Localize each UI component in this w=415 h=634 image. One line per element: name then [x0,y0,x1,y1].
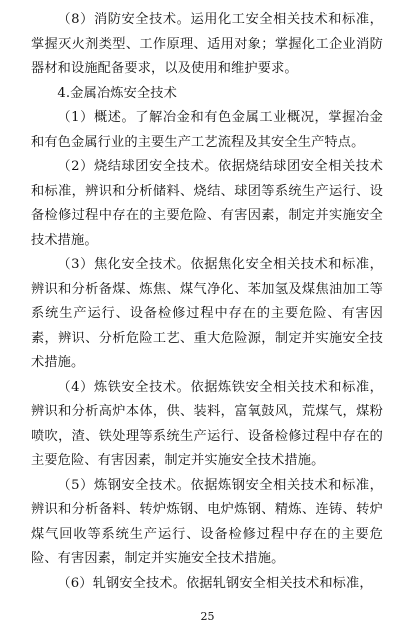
paragraph-fire-safety: （8）消防安全技术。运用化工安全相关技术和标准，掌握灭火剂类型、工作原理、适用对象；掌握化工企业消防器材和设施配备要求，以及使用和维护要求。 [31,12,383,76]
paragraph-steel-rolling: （6）轧钢安全技术。依据轧钢安全相关技术和标准， [57,575,373,591]
paragraph-sintering-pellet: （2）烧结球团安全技术。依据烧结球团安全相关技术和标准，辨识和分析储料、烧结、球团等系统生产运行、设备检修过程中存在的主要危险、有害因素，制定并实施安全技术措施。 [31,159,383,248]
page-number: 25 [200,610,215,623]
paragraph-overview: （1）概述。了解冶金和有色金属工业概况，掌握冶金和有色金属行业的主要生产工艺流程及其安全生产特点。 [31,110,383,150]
paragraph-coking: （3）焦化安全技术。依据焦化安全相关技术和标准，辨识和分析备煤、炼焦、煤气净化、苯加氢及煤焦油加工等系统生产运行、设备检修过程中存在的主要危险、有害因素，辨识、分析危险工艺、重大危险源，制定并实施安全技术措施。 [31,257,383,370]
paragraph-steelmaking: （5）炼钢安全技术。依据炼钢安全相关技术和标准，辨识和分析备料、转炉炼钢、电炉炼钢、精炼、连铸、转炉煤气回收等系统生产运行、设备检修过程中存在的主要危险、有害因素，制定并实施安全技术措施。 [31,477,383,566]
section-heading-metal-smelting: 4.金属冶炼安全技术 [57,85,177,101]
document-body [31,8,383,596]
paragraph-ironmaking: （4）炼铁安全技术。依据炼铁安全相关技术和标准，辨识和分析高炉本体，供、装料，富氧鼓风，荒煤气，煤粉喷吹，渣、铁处理等系统生产运行、设备检修过程中存在的主要危险、有害因素，制定并实施安全技术措施。 [31,379,383,468]
